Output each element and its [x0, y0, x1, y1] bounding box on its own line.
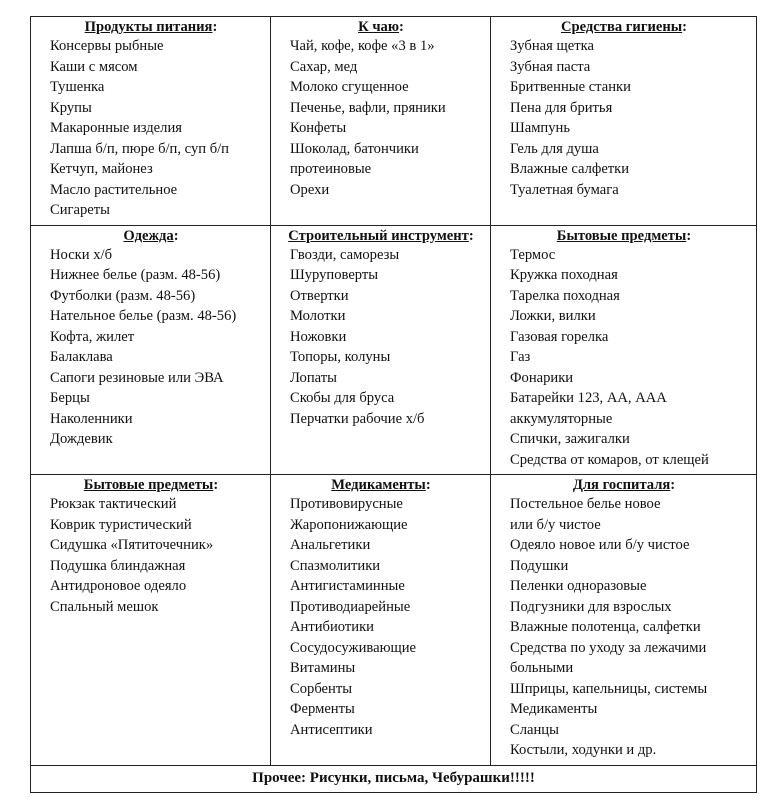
list-item: Балаклава — [50, 349, 113, 365]
list-item: Сосудосуживающие — [290, 639, 417, 656]
list-item: Макаронные изделия — [50, 120, 182, 136]
list-item: Масло растительное — [50, 181, 178, 198]
list-item: или б/у чистое — [510, 516, 601, 533]
list-item: Жаропонижающие — [290, 516, 408, 533]
list-item: Фонарики — [510, 369, 574, 386]
section-title: Строительный инструмент — [288, 227, 469, 244]
list-item: Анальгетики — [290, 537, 371, 553]
section-header — [498, 228, 750, 244]
list-item: Витамины — [290, 660, 356, 676]
list-item: Спазмолитики — [290, 557, 381, 574]
list-item: Наколенники — [50, 410, 133, 427]
section-construction-tools — [271, 225, 491, 475]
list-item: Средства от комаров, от клещей — [510, 451, 709, 468]
list-item: Гвозди, саморезы — [290, 246, 400, 263]
list-item: Антигистаминные — [290, 578, 405, 594]
section-title: Одежда — [123, 227, 174, 244]
list-item: Нательное белье (разм. 48-56) — [50, 308, 237, 324]
section-hygiene — [491, 17, 757, 226]
list-item: Нижнее белье (разм. 48-56) — [50, 267, 221, 283]
section-title: Для госпиталя — [572, 477, 671, 493]
table-row — [31, 17, 757, 226]
list-item: Шампунь — [510, 120, 571, 136]
section-items — [290, 245, 484, 430]
list-item: Носки х/б — [50, 246, 113, 263]
section-title-colon: : — [670, 477, 676, 493]
list-item: Ножовки — [290, 328, 347, 345]
section-food — [31, 17, 271, 226]
list-item: Рюкзак тактический — [50, 496, 177, 512]
list-item: Кружка походная — [510, 267, 618, 283]
section-clothing — [31, 225, 271, 475]
list-item: Консервы рыбные — [50, 38, 164, 54]
list-item: Каши с мясом — [50, 58, 138, 75]
list-item: Орехи — [290, 181, 330, 198]
list-item: Зубная щетка — [510, 38, 594, 54]
section-household-items-2 — [31, 475, 271, 766]
list-item: Лопаты — [290, 369, 337, 386]
list-item: Шуруповерты — [290, 267, 379, 283]
list-item: Молоко сгущенное — [290, 79, 409, 95]
list-item: Лапша б/п, пюре б/п, суп б/п — [50, 140, 229, 157]
list-item: Антисептики — [290, 721, 373, 738]
table-row — [31, 475, 757, 766]
section-items — [510, 494, 750, 761]
section-header — [498, 477, 750, 493]
list-item: Влажные салфетки — [510, 161, 630, 177]
list-item: Тарелка походная — [510, 287, 620, 304]
list-item: Влажные полотенца, салфетки — [510, 619, 701, 635]
list-item: Ложки, вилки — [510, 308, 596, 324]
section-title: Медикаменты — [331, 477, 426, 493]
list-item: Антидроновое одеяло — [50, 578, 187, 594]
section-header — [278, 477, 484, 493]
list-item: Перчатки рабочие х/б — [290, 410, 425, 427]
section-hospital — [491, 475, 757, 766]
section-items — [50, 36, 264, 221]
section-title-colon: : — [213, 477, 219, 493]
list-item: Бритвенные станки — [510, 79, 631, 95]
list-item: Туалетная бумага — [510, 181, 619, 198]
section-title: Продукты питания — [84, 19, 213, 35]
section-title-colon: : — [468, 227, 474, 244]
list-item: Медикаменты — [510, 701, 598, 717]
list-item: Спальный мешок — [50, 598, 159, 615]
list-item: Средства по уходу за лежачими — [510, 639, 707, 656]
list-item: Ферменты — [290, 701, 355, 717]
list-item: Сорбенты — [290, 680, 353, 697]
list-item: Сапоги резиновые или ЭВА — [50, 369, 224, 386]
section-household-items — [491, 225, 757, 475]
list-item: Подушка блиндажная — [50, 557, 186, 574]
list-item: Шоколад, батончики — [290, 140, 419, 157]
section-header — [38, 19, 264, 35]
section-title: Средства гигиены — [560, 19, 683, 35]
list-item: Термос — [510, 246, 556, 263]
section-items — [290, 36, 484, 200]
section-title-colon: : — [682, 19, 688, 35]
section-header — [498, 19, 750, 35]
list-item: Противодиарейные — [290, 598, 411, 615]
list-item: Крупы — [50, 99, 92, 116]
section-medicines — [271, 475, 491, 766]
list-item: Подгузники для взрослых — [510, 598, 672, 615]
list-item: Отвертки — [290, 287, 349, 304]
list-item: Сидушка «Пятиточечник» — [50, 537, 214, 553]
list-item: Противовирусные — [290, 496, 403, 512]
list-item: Молотки — [290, 308, 346, 324]
list-item: Одеяло новое или б/у чистое — [510, 537, 690, 553]
list-item: Шприцы, капельницы, системы — [510, 680, 708, 697]
section-header — [38, 477, 264, 493]
section-title-colon: : — [399, 19, 404, 35]
list-item: Печенье, вафли, пряники — [290, 99, 446, 116]
list-item: Подушки — [510, 557, 569, 574]
list-item: Батарейки 123, АА, ААА — [510, 390, 667, 406]
list-item: Сахар, мед — [290, 58, 358, 75]
list-item: Антибиотики — [290, 619, 374, 635]
list-item: Постельное белье новое — [510, 496, 661, 512]
list-item: Кофта, жилет — [50, 328, 135, 345]
section-items — [50, 245, 264, 450]
list-item: протеиновые — [290, 161, 372, 177]
list-item: Скобы для бруса — [290, 390, 395, 406]
list-item: Сланцы — [510, 721, 559, 738]
list-item: Спички, зажигалки — [510, 431, 630, 447]
section-title-colon: : — [686, 227, 692, 244]
section-items — [50, 494, 264, 617]
section-items — [510, 245, 750, 471]
list-item: Кетчуп, майонез — [50, 161, 153, 177]
section-title-colon: : — [425, 477, 431, 493]
list-item: Газ — [510, 349, 531, 365]
list-item: Чай, кофе, кофе «3 в 1» — [290, 38, 435, 54]
list-item: Футболки (разм. 48-56) — [50, 287, 196, 304]
list-item: Тушенка — [50, 79, 105, 95]
list-item: Берцы — [50, 390, 90, 406]
section-title: К чаю — [358, 19, 400, 35]
section-tea — [271, 17, 491, 226]
section-items — [510, 36, 750, 200]
section-header — [278, 19, 484, 35]
footer-note: Прочее: Рисунки, письма, Чебурашки!!!!! — [31, 765, 757, 792]
section-header — [278, 228, 484, 244]
list-item: Зубная паста — [510, 58, 591, 75]
donation-list-sheet — [30, 16, 756, 786]
list-item: Костыли, ходунки и др. — [510, 742, 657, 758]
list-item: Пена для бритья — [510, 99, 613, 116]
section-title-colon: : — [212, 19, 218, 35]
list-item: Конфеты — [290, 120, 347, 136]
list-item: Дождевик — [50, 431, 113, 447]
list-item: Пеленки одноразовые — [510, 578, 647, 594]
section-title-colon: : — [173, 227, 179, 244]
section-header — [38, 228, 264, 244]
list-item: Газовая горелка — [510, 328, 609, 345]
list-item: Гель для душа — [510, 140, 599, 157]
list-item: больными — [510, 660, 574, 676]
list-item: Сигареты — [50, 202, 110, 218]
section-title: Бытовые предметы — [556, 227, 687, 244]
list-item: Топоры, колуны — [290, 349, 391, 365]
donation-list-table — [30, 16, 757, 793]
section-items — [290, 494, 484, 740]
list-item: аккумуляторные — [510, 410, 613, 427]
section-title: Бытовые предметы — [83, 477, 214, 493]
table-row — [31, 225, 757, 475]
list-item: Коврик туристический — [50, 516, 192, 533]
table-row — [31, 765, 757, 792]
